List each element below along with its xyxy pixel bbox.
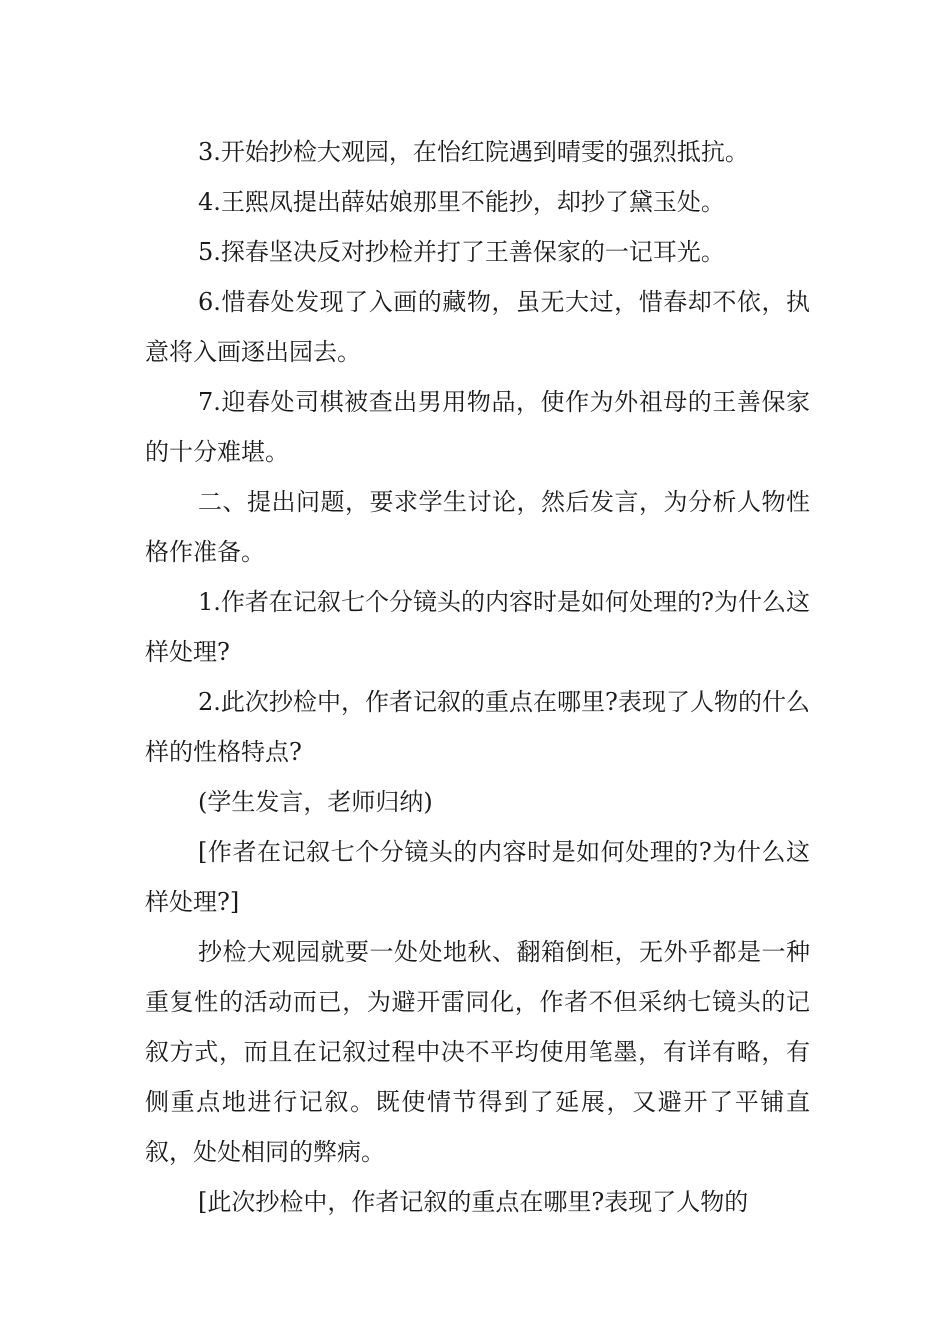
- discussion-note: (学生发言，老师归纳): [198, 788, 433, 816]
- document-body: [145, 127, 810, 1227]
- paragraph-item-4: 4.王熙凤提出薛姑娘那里不能抄，却抄了黛玉处。: [198, 188, 725, 216]
- answer-heading-2: [此次抄检中，作者记叙的重点在哪里?表现了人物的: [198, 1188, 749, 1216]
- question-2: 2.此次抄检中，作者记叙的重点在哪里?表现了人物的什么样的性格特点?: [145, 688, 810, 766]
- paragraph-item-5: 5.探春坚决反对抄检并打了王善保家的一记耳光。: [198, 238, 725, 266]
- paragraph-item-3: 3.开始抄检大观园，在怡红院遇到晴雯的强烈抵抗。: [198, 138, 749, 166]
- paragraph-item-6: 6.惜春处发现了入画的藏物，虽无大过，惜春却不依，执意将入画逐出园去。: [145, 288, 810, 366]
- answer-paragraph-1: 抄检大观园就要一处处地秋、翻箱倒柜，无外乎都是一种重复性的活动而已，为避开雷同化，作者不但采纳七镜头的记叙方式，而且在记叙过程中决不平均使用笔墨，有详有略，有侧重点地进行记叙。既使情节得到了延展，又避开了平铺直叙，处处相同的弊病。: [145, 938, 810, 1166]
- paragraph-item-7: 7.迎春处司棋被查出男用物品，使作为外祖母的王善保家的十分难堪。: [145, 388, 810, 466]
- section-heading-two: 二、提出问题，要求学生讨论，然后发言，为分析人物性格作准备。: [145, 488, 810, 566]
- answer-heading-1: [作者在记叙七个分镜头的内容时是如何处理的?为什么这样处理?]: [145, 838, 810, 916]
- question-1: 1.作者在记叙七个分镜头的内容时是如何处理的?为什么这样处理?: [145, 588, 810, 666]
